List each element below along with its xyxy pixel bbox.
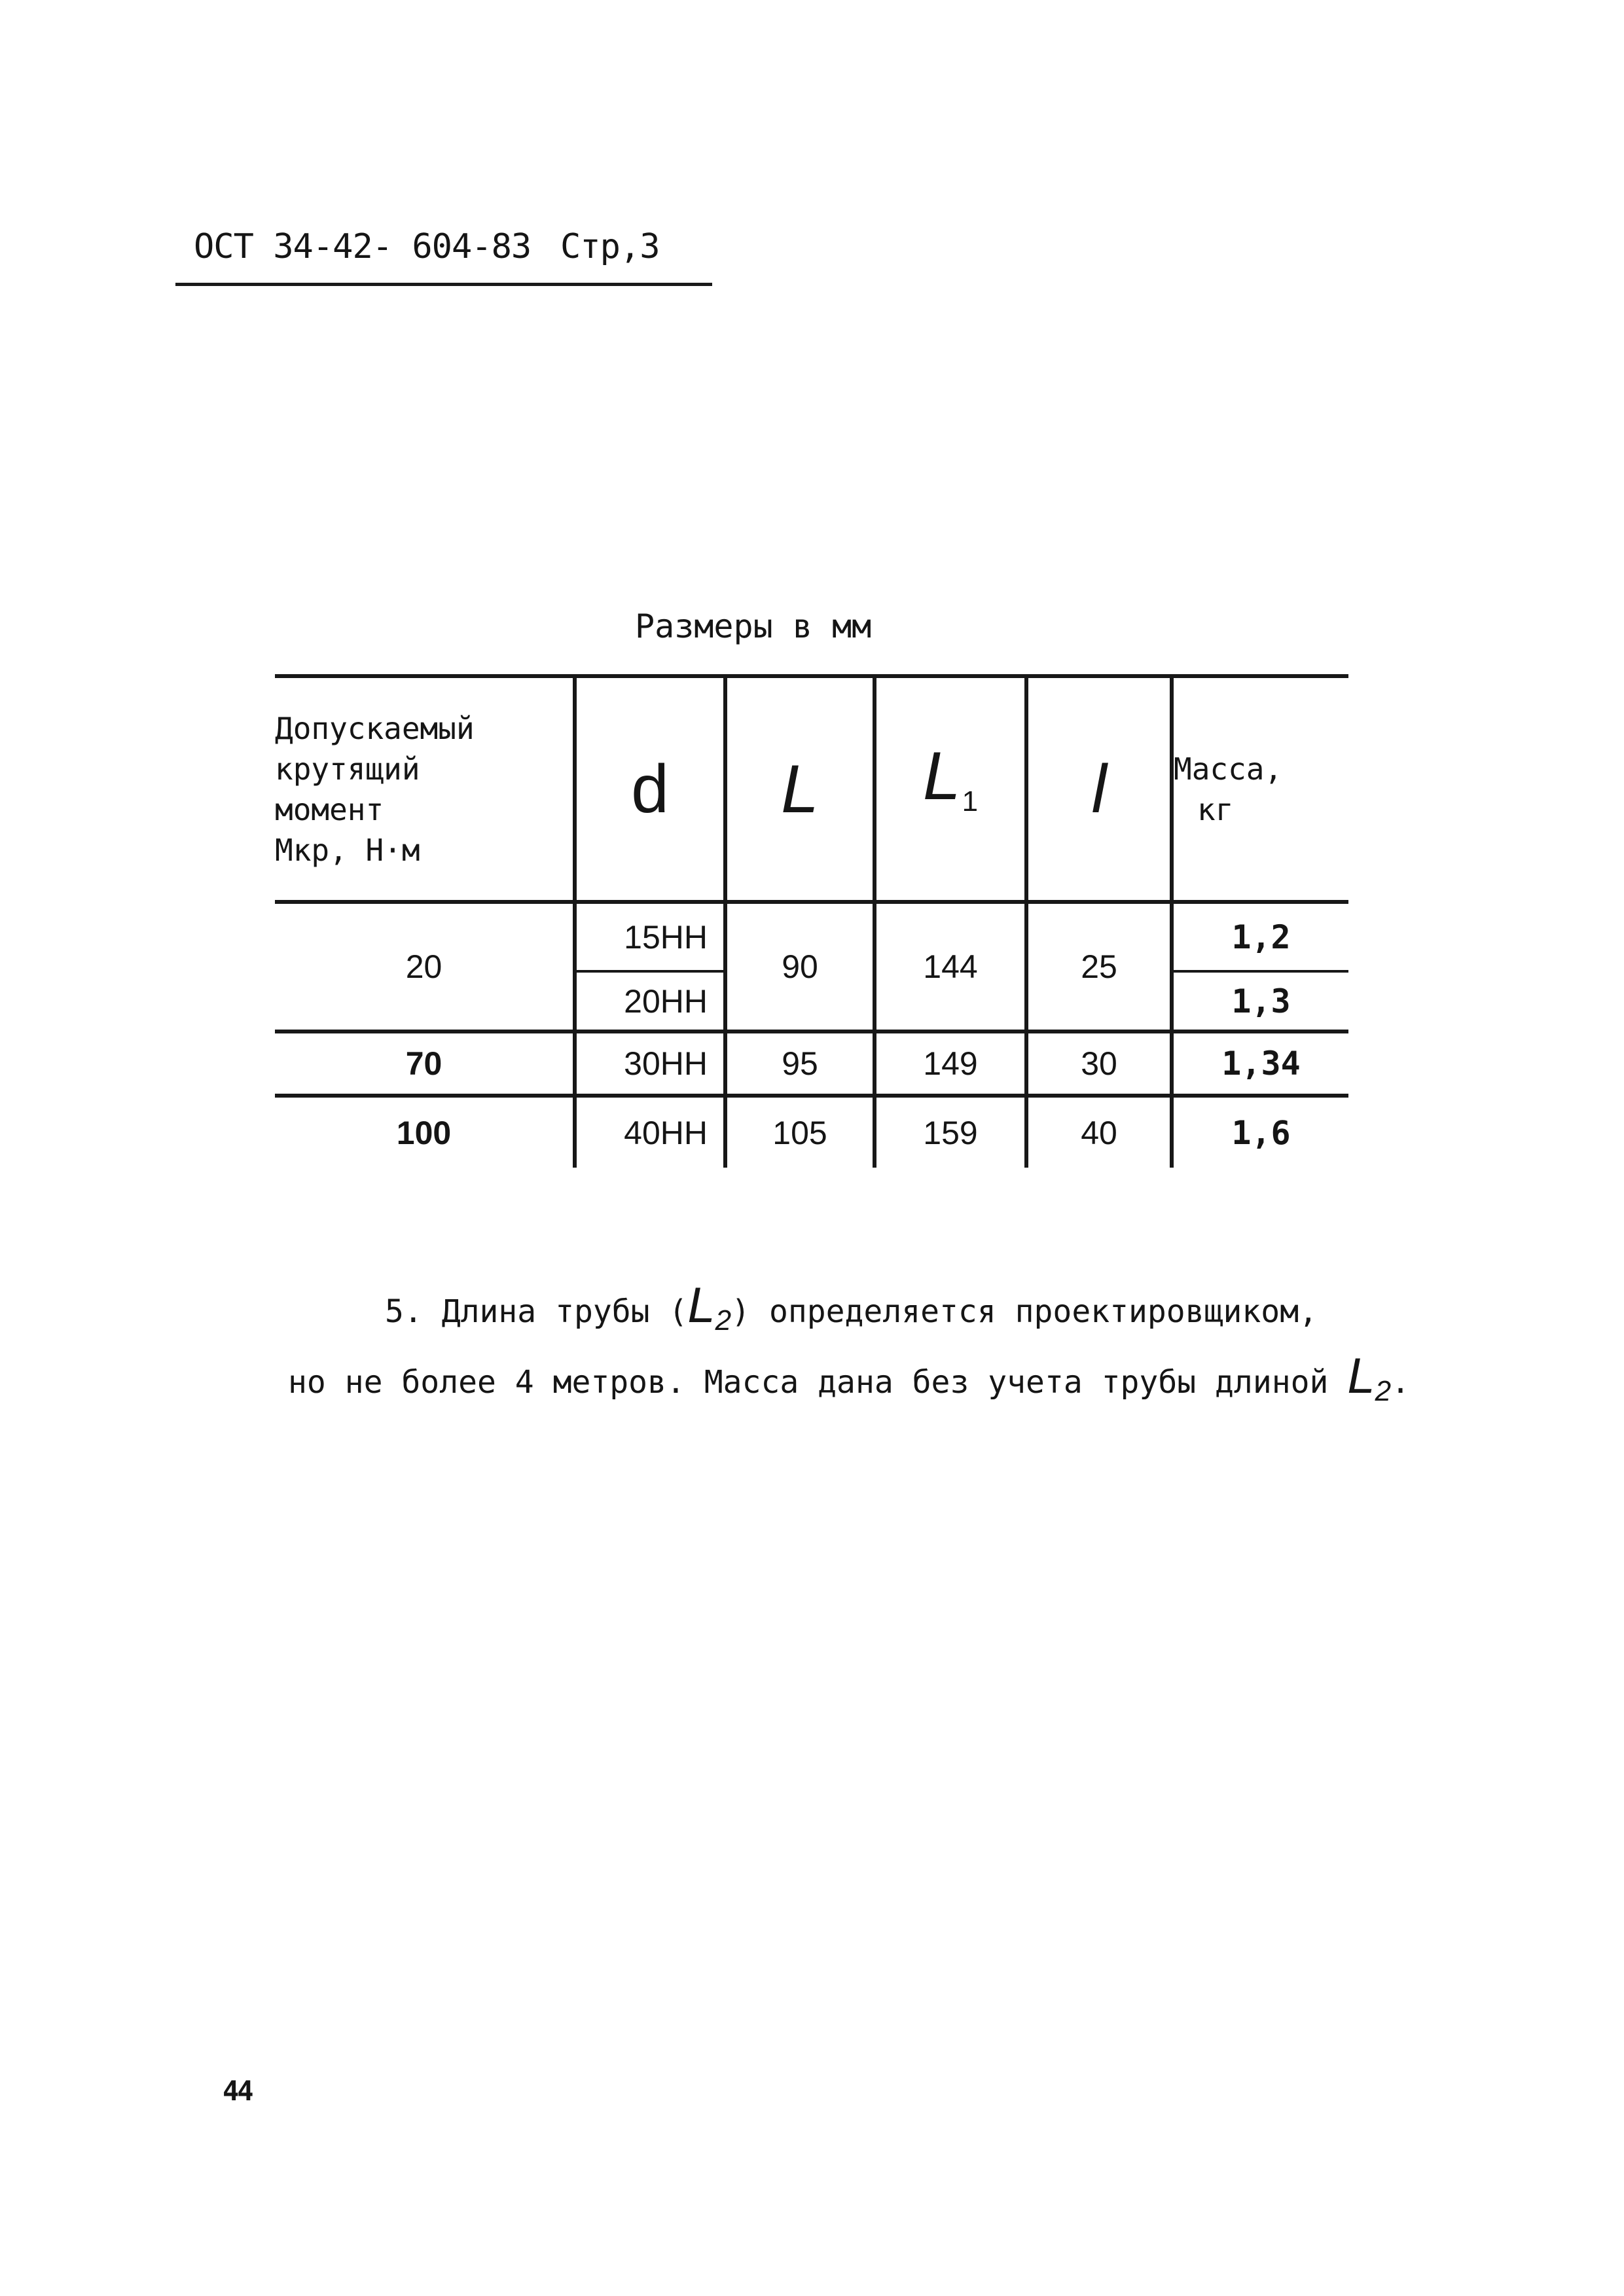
note-paragraph [288,1276,1440,1418]
header-torque [275,676,575,902]
note-text: . [1391,1364,1410,1401]
note-text: но не более 4 метров. Масса дана без учета трубы длиной [288,1364,1329,1401]
table-header-row [275,676,1348,902]
header-mass-label: Масса, [1174,751,1283,787]
cell-d: 20НН [575,971,725,1031]
note-line-2 [288,1347,1440,1418]
cell-l: 40 [1026,1096,1172,1168]
cell-mass: 1,34 [1172,1031,1348,1096]
note-line-1 [288,1276,1440,1347]
cell-d: 40НН [575,1096,725,1168]
cell-L: 90 [725,902,875,1031]
cell-L1: 149 [875,1031,1026,1096]
dimension-table [275,674,1348,1168]
cell-mass: 1,3 [1172,971,1348,1031]
table-row [275,1096,1348,1168]
symbol-L2 [1347,1348,1392,1407]
standard-code: ОСТ 34-42- 604-83 [194,227,532,266]
header-torque-line: Допускаемый [275,710,475,746]
cell-L1: 144 [875,902,1026,1031]
cell-l: 25 [1026,902,1172,1031]
cell-torque: 70 [275,1031,575,1096]
dimension-table-wrapper [275,674,1348,1208]
header-torque-line: момент [275,791,384,827]
header-mass-unit: кг [1197,791,1234,827]
cell-d: 15НН [575,902,725,971]
header-l [1026,676,1172,902]
header-L1-symbol: L [922,738,961,814]
cell-torque: 20 [275,902,575,1031]
header-torque-line: крутящий [275,751,420,787]
cell-mass: 1,6 [1172,1096,1348,1168]
symbol-L2-subscript: 2 [1375,1375,1392,1407]
header-torque-line: Мкр, Н·м [275,832,420,868]
header-L1-subscript: 1 [962,785,979,817]
cell-L: 95 [725,1031,875,1096]
cell-l: 30 [1026,1031,1172,1096]
header-mass [1172,676,1348,902]
note-text: ) определяется проектировщиком, [731,1293,1318,1330]
cell-L1: 159 [875,1096,1026,1168]
header-d: d [575,676,725,902]
symbol-L2 [687,1278,732,1336]
cell-L: 105 [725,1096,875,1168]
note-text: 5. Длина трубы ( [385,1293,688,1330]
header-L1 [875,676,1026,902]
symbol-L2-main: L [1347,1348,1375,1404]
symbol-L2-subscript: 2 [715,1304,732,1336]
header-L [725,676,875,902]
page-folio: 44 [223,2075,252,2107]
page-number: Стр,3 [560,227,660,266]
table-caption: Размеры в мм [635,607,872,645]
header-l-symbol: l [1091,751,1107,827]
cell-torque: 100 [275,1096,575,1168]
header-L-symbol: L [781,751,819,827]
cell-d: 30НН [575,1031,725,1096]
table-row [275,902,1348,971]
document-header [175,227,712,286]
cell-mass: 1,2 [1172,902,1348,971]
symbol-L2-main: L [687,1278,715,1333]
table-row [275,1031,1348,1096]
